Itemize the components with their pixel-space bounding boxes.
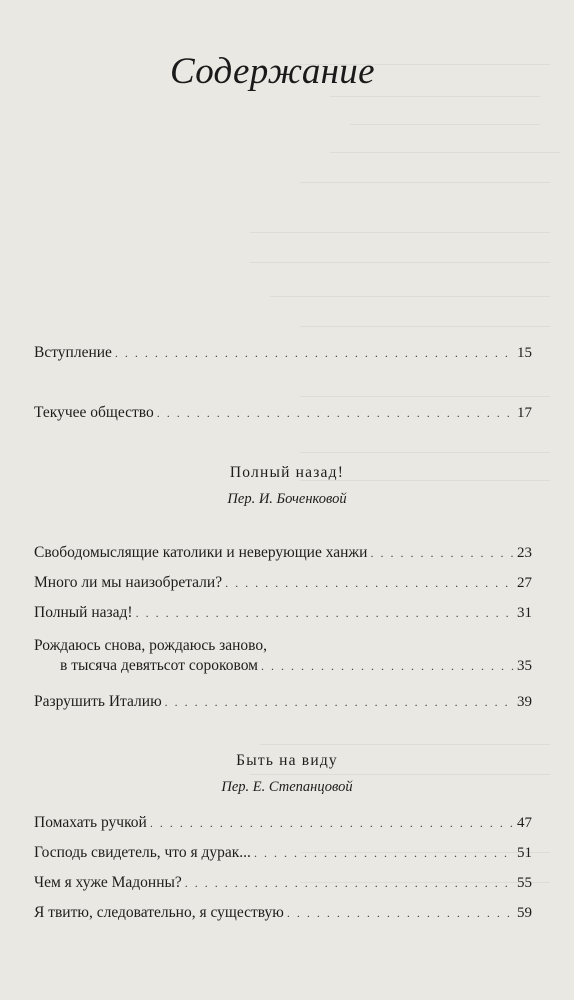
toc-entry-page: 51	[517, 845, 532, 861]
toc-entry-label: Я твитю, следовательно, я существую	[34, 904, 284, 921]
toc-entry-label: Чем я хуже Мадонны?	[34, 874, 182, 891]
toc-entry[interactable]	[34, 843, 532, 863]
toc-entry[interactable]	[34, 813, 532, 833]
dot-leader	[165, 692, 514, 712]
dot-leader	[185, 873, 514, 893]
dot-leader	[370, 543, 514, 563]
toc-entry[interactable]	[34, 573, 532, 593]
toc-entry[interactable]	[34, 873, 532, 893]
toc-entry-label: Господь свидетель, что я дурак...	[34, 844, 251, 861]
toc-entry-page: 55	[517, 875, 532, 891]
toc-entry-page: 35	[517, 658, 532, 674]
toc-entry-label: Свободомыслящие католики и неверующие ханжи	[34, 544, 368, 561]
section-heading: Быть на виду	[236, 752, 338, 769]
toc-entry-page: 17	[517, 405, 532, 421]
dot-leader	[225, 573, 514, 593]
toc-entry-page: 59	[517, 905, 532, 921]
dot-leader	[287, 903, 514, 923]
toc-entry-page: 23	[517, 545, 532, 561]
toc-entry-page: 15	[517, 345, 532, 361]
toc-entry-label: Помахать ручкой	[34, 814, 147, 831]
dot-leader	[261, 656, 514, 676]
dot-leader	[157, 403, 514, 423]
dot-leader	[150, 813, 514, 833]
toc-entry-label-line1: Рождаюсь снова, рождаюсь заново,	[34, 637, 268, 654]
toc-entry-page: 47	[517, 815, 532, 831]
toc-entry-label: Много ли мы наизобретали?	[34, 574, 223, 591]
dot-leader	[254, 843, 514, 863]
section-heading: Полный назад!	[229, 464, 345, 481]
toc-entry-page: 31	[517, 605, 532, 621]
section-translator: Пер. Е. Степанцовой	[221, 779, 353, 795]
toc-entry-label: в тысяча девятьсот сороковом	[60, 657, 258, 674]
toc-entry-intro[interactable]	[34, 343, 532, 363]
toc-entry[interactable]	[34, 636, 532, 676]
toc-entry[interactable]	[34, 543, 532, 563]
toc-entry-label: Полный назад!	[34, 604, 133, 621]
toc-entry-liquid-society[interactable]	[34, 403, 532, 423]
toc-entry-label: Разрушить Италию	[34, 693, 162, 710]
toc-entry[interactable]	[34, 692, 532, 712]
toc-entry-label: Вступление	[34, 344, 112, 361]
dot-leader	[136, 603, 514, 623]
page-title: Содержание	[170, 51, 375, 92]
dot-leader	[115, 343, 514, 363]
toc-entry-page: 27	[517, 575, 532, 591]
toc-entry-page: 39	[517, 694, 532, 710]
toc-entry[interactable]	[34, 903, 532, 923]
section-translator: Пер. И. Боченковой	[227, 491, 347, 507]
toc-entry[interactable]	[34, 603, 532, 623]
toc-entry-label: Текучее общество	[34, 404, 154, 421]
